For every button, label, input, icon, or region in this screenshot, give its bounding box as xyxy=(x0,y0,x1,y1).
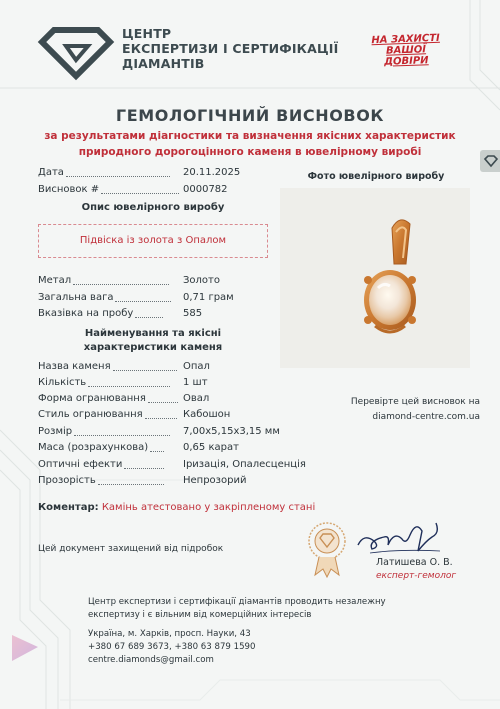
protection-note: Цей документ захищений від підробок xyxy=(38,544,224,554)
verify-block xyxy=(270,395,480,425)
optical-value: Іризація, Опалесценція xyxy=(183,459,306,470)
description-heading: Опис ювелірного виробу xyxy=(81,202,225,213)
size-row xyxy=(38,425,280,439)
date-row xyxy=(38,166,241,180)
expert-signature xyxy=(350,511,450,559)
email[interactable]: centre.diamonds@gmail.com xyxy=(88,655,214,665)
footer-statement xyxy=(88,596,418,622)
weight-row xyxy=(38,291,234,305)
hallmark-value: 585 xyxy=(183,308,203,319)
transparency-row xyxy=(38,474,247,488)
stone-heading-line2: характеристики каменя xyxy=(83,342,223,353)
contact-block xyxy=(88,628,418,667)
dot-leader xyxy=(98,474,164,485)
phones: +380 67 689 3673, +380 63 879 1590 xyxy=(88,642,256,652)
mass-value: 0,65 карат xyxy=(183,442,239,453)
photo-label: Фото ювелірного виробу xyxy=(307,171,445,182)
hallmark-row xyxy=(38,307,203,321)
dot-leader xyxy=(73,274,169,285)
cut-style-label: Стиль огранювання xyxy=(38,409,143,420)
comment-value: Камінь атестовано у закріпленому стані xyxy=(101,502,316,513)
cut-style-value: Кабошон xyxy=(183,409,231,420)
address: Україна, м. Харків, просп. Науки, 43 xyxy=(88,629,251,639)
document-subtitle xyxy=(20,128,480,160)
size-value: 7,00x5,15x3,15 мм xyxy=(183,426,280,437)
opal-pendant-image xyxy=(280,188,470,368)
hologram-seal-icon xyxy=(305,517,349,579)
dot-leader xyxy=(74,425,170,436)
date-value: 20.11.2025 xyxy=(183,167,241,178)
slogan-line2: ВАШОЇ xyxy=(385,44,427,57)
number-value: 0000782 xyxy=(183,184,228,195)
dot-leader xyxy=(113,360,177,371)
dot-leader xyxy=(150,441,164,452)
org-name-line3: ДІАМАНТІВ xyxy=(122,56,205,71)
subtitle-line1: за результатами діагностики та визначення якісних характеристик xyxy=(44,130,456,142)
optical-row xyxy=(38,458,306,472)
quantity-value: 1 шт xyxy=(183,377,208,388)
diamond-small-icon xyxy=(483,154,499,168)
dot-leader xyxy=(66,166,170,177)
metal-value: Золото xyxy=(183,275,220,286)
verify-text: Перевірте цей висновок на xyxy=(350,397,480,407)
mass-row xyxy=(38,441,239,455)
stone-heading-line1: Найменування та якісні xyxy=(84,328,222,339)
side-diamond-tab xyxy=(480,150,500,172)
slogan-line1: НА ЗАХИСТІ xyxy=(371,32,440,47)
slogan-line3: ДОВІРИ xyxy=(383,55,429,68)
dot-leader xyxy=(135,307,163,318)
diamond-logo-icon xyxy=(36,24,116,82)
date-label: Дата xyxy=(38,167,64,178)
cut-shape-label: Форма огранювання xyxy=(38,393,146,404)
number-row xyxy=(38,183,228,197)
comment-label: Коментар: xyxy=(38,502,99,513)
jewelry-photo xyxy=(280,188,470,368)
metal-row xyxy=(38,274,220,288)
org-name xyxy=(122,26,338,71)
triangle-hologram-icon xyxy=(2,627,42,667)
dot-leader xyxy=(145,408,177,419)
stone-name-value: Опал xyxy=(183,361,210,372)
stone-name-label: Назва каменя xyxy=(38,361,111,372)
weight-value: 0,71 грам xyxy=(183,292,234,303)
transparency-value: Непрозорий xyxy=(183,475,247,486)
footer-line1: Центр експертизи і сертифікації діамантів проводить незалежну xyxy=(88,597,386,607)
comment-row xyxy=(38,502,315,513)
slogan-stamp xyxy=(359,32,452,68)
expert-name: Латишева О. В. xyxy=(376,557,453,568)
quantity-label: Кількість xyxy=(38,377,87,388)
size-label: Розмір xyxy=(38,426,73,437)
org-name-line1: ЦЕНТР xyxy=(122,26,172,41)
dot-leader xyxy=(101,183,179,194)
mass-label: Маса (розрахункова) xyxy=(38,442,149,453)
cut-style-row xyxy=(38,408,231,422)
org-name-line2: ЕКСПЕРТИЗИ І СЕРТИФІКАЦІЇ xyxy=(122,41,339,56)
dot-leader xyxy=(148,392,178,403)
optical-label: Оптичні ефекти xyxy=(38,459,123,470)
document-title: ГЕМОЛОГІЧНИЙ ВИСНОВОК xyxy=(115,106,385,125)
metal-label: Метал xyxy=(38,275,72,286)
dot-leader xyxy=(88,376,170,387)
quantity-row xyxy=(38,376,208,390)
expert-role: експерт-гемолог xyxy=(376,571,457,581)
cut-shape-value: Овал xyxy=(183,393,210,404)
hallmark-label: Вказівка на пробу xyxy=(38,308,134,319)
number-label: Висновок # xyxy=(38,184,100,195)
stone-name-row xyxy=(38,360,210,374)
dot-leader xyxy=(115,291,171,302)
cut-shape-row xyxy=(38,392,210,406)
subtitle-line2: природного дорогоцінного каменя в ювелірному виробі xyxy=(78,146,422,158)
transparency-label: Прозорість xyxy=(38,475,96,486)
verify-link[interactable]: diamond-centre.com.ua xyxy=(372,412,480,422)
dot-leader xyxy=(124,458,164,469)
footer-line2: експертизу і є вільним від комерційних інтересів xyxy=(88,610,312,620)
weight-label: Загальна вага xyxy=(38,292,114,303)
stone-heading xyxy=(38,327,268,355)
description-box: Підвіска із золота з Опалом xyxy=(38,224,268,258)
